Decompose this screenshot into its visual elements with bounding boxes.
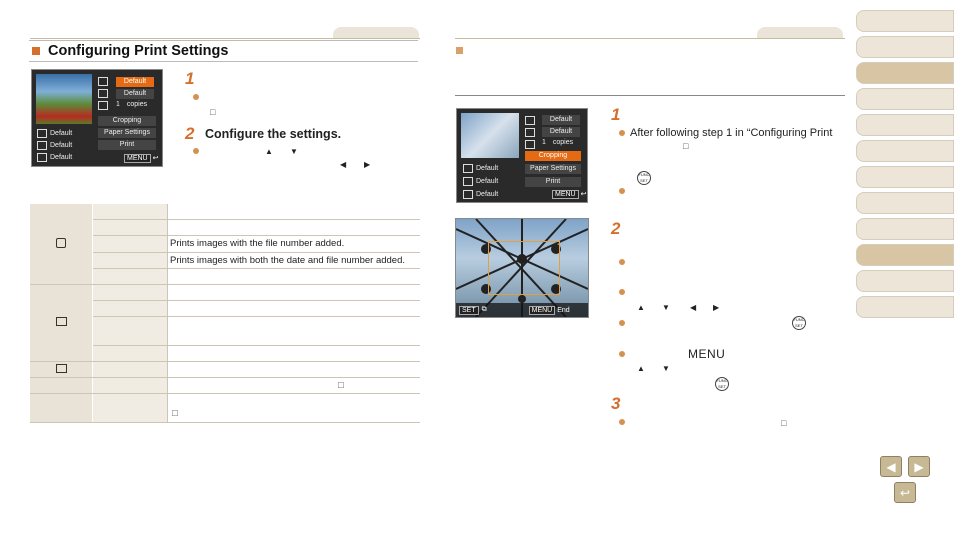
nav-tab-12[interactable] [856,296,954,318]
crop-area-screen [455,218,589,318]
paper-settings-menu-item[interactable]: Paper Settings [525,164,581,174]
date-icon [56,238,66,248]
print-menu-item[interactable]: Print [525,177,581,187]
down-arrow-icon: ▼ [290,147,298,156]
print-settings-table [30,204,420,423]
paper-type-icon [463,177,473,186]
right-bullet-icon [619,351,625,357]
back-arrow-icon: ↩ [152,155,159,162]
left-step-2-number: 2 [185,124,195,143]
table-desc: Prints images with the file number added. [168,236,421,252]
right-bullet-icon [619,289,625,295]
right-bullet-icon [619,259,625,265]
prev-page-button[interactable]: ◀ [880,456,902,477]
up-arrow-icon: ▲ [265,147,273,156]
layout-row: Default [37,153,72,162]
right-arrow-icon: ▶ [713,303,720,312]
right-section-marker-icon [456,47,463,54]
right-page-tab [757,27,843,38]
file-number-setting-value[interactable]: Default [542,127,580,137]
section-title-bar [29,40,418,62]
right-arrow-icon: ▶ [364,160,371,169]
copies-icon [98,101,108,110]
table-desc [168,204,421,220]
nav-tab-8[interactable] [856,192,954,214]
paper-type-row: Default [463,177,498,186]
right-step1-bullet-icon [619,130,625,136]
table-row [30,362,420,378]
left-top-rule [30,38,420,39]
right-section-rule [455,95,845,96]
file-number-icon [56,317,67,326]
date-icon [98,77,108,86]
nav-tab-4[interactable] [856,88,954,110]
paper-size-icon [463,164,473,173]
copies-setting[interactable] [116,101,156,111]
date-category-cell [30,204,93,285]
copies-label: copies [126,101,148,108]
layout-icon [463,190,473,199]
menu-button-label: MENU [688,347,726,361]
paper-size-row: Default [463,164,498,173]
menu-back-hint: MENU ↩ [124,154,158,162]
nav-tab-3[interactable] [856,62,954,84]
nav-tab-10[interactable] [856,244,954,266]
nav-tab-6[interactable] [856,140,954,162]
right-bullet-icon [619,320,625,326]
right-step-2-number: 2 [611,219,621,238]
right-step-1-number: 1 [611,105,621,124]
cropping-menu-item[interactable]: Cropping [98,116,156,126]
section-marker-icon [32,47,40,55]
file-number-icon [525,128,535,137]
menu-back-hint: MENU ↩ [552,190,586,198]
paper-type-icon [37,141,47,150]
crop-screen-footer [456,303,588,317]
section-title: Configuring Print Settings [48,43,229,59]
up-arrow-icon: ▲ [637,364,645,373]
set-button-hint: SET [459,306,479,315]
copies-count: 1 [542,139,546,146]
step1-bullet-icon [193,94,199,100]
left-page-tab [333,27,419,38]
func-set-button-icon: FUNC SET [638,172,650,183]
file-number-category-cell [30,285,93,362]
left-arrow-icon: ◀ [690,303,697,312]
table-desc: Prints images with both the date and file number added. [168,252,421,268]
nav-tab-2[interactable] [856,36,954,58]
right-bullet-icon [619,188,625,194]
end-label: End [557,306,570,314]
menu-button-hint: MENU [529,306,556,315]
nav-tab-11[interactable] [856,270,954,292]
left-arrow-icon: ◀ [340,160,347,169]
copies-label: copies [552,139,574,146]
file-number-setting-value[interactable]: Default [116,89,154,99]
down-arrow-icon: ▼ [662,303,670,312]
nav-tab-7[interactable] [856,166,954,188]
book-reference-icon: □ [338,380,344,391]
next-page-button[interactable]: ▶ [908,456,930,477]
layout-row: Default [463,190,498,199]
table-row [30,394,420,423]
copies-setting[interactable] [542,139,582,149]
table-row [30,285,420,301]
left-step-1-number: 1 [185,69,195,88]
up-arrow-icon: ▲ [637,303,645,312]
preview-image [461,113,519,158]
table-row [30,378,420,394]
step2-bullet-icon [193,148,199,154]
book-reference-icon: □ [172,408,178,419]
func-set-button-icon: FUNC SET [716,378,728,389]
func-set-button-icon: FUNC SET [793,317,805,328]
file-number-icon [98,89,108,98]
date-setting-value[interactable]: Default [542,115,580,125]
copies-count: 1 [116,101,120,108]
date-icon [525,116,535,125]
camera-cropping-menu-screen [456,108,588,203]
paper-type-row: Default [37,141,72,150]
right-step-3-number: 3 [611,394,621,413]
cropping-menu-item[interactable]: Cropping [525,151,581,161]
date-setting-value[interactable]: Default [116,77,154,87]
paper-size-row: Default [37,129,72,138]
book-reference-icon: □ [781,418,787,428]
paper-settings-menu-item[interactable]: Paper Settings [98,128,156,138]
print-menu-item[interactable]: Print [98,140,156,150]
crop-frame[interactable] [488,241,560,295]
right-bullet-icon [619,419,625,425]
back-arrow-icon: ↩ [580,191,587,198]
book-reference-icon: □ [210,107,216,117]
rotate-icon: ⧉ [481,306,487,313]
preview-image [36,74,92,124]
down-arrow-icon: ▼ [662,364,670,373]
back-button[interactable]: ↩ [894,482,916,503]
nav-tab-5[interactable] [856,114,954,136]
book-reference-icon: □ [683,141,689,151]
nav-tab-9[interactable] [856,218,954,240]
paper-size-icon [37,129,47,138]
right-top-rule [455,38,845,39]
camera-print-settings-screen [31,69,163,167]
right-step-1-text: After following step 1 in “Configuring Print [630,127,833,139]
copies-icon [525,140,535,149]
table-row [30,204,420,220]
layout-icon [37,153,47,162]
copies-icon [56,364,67,373]
nav-tab-1[interactable] [856,10,954,32]
copies-category-cell [30,362,93,378]
left-step-2-title: Configure the settings. [205,127,342,141]
